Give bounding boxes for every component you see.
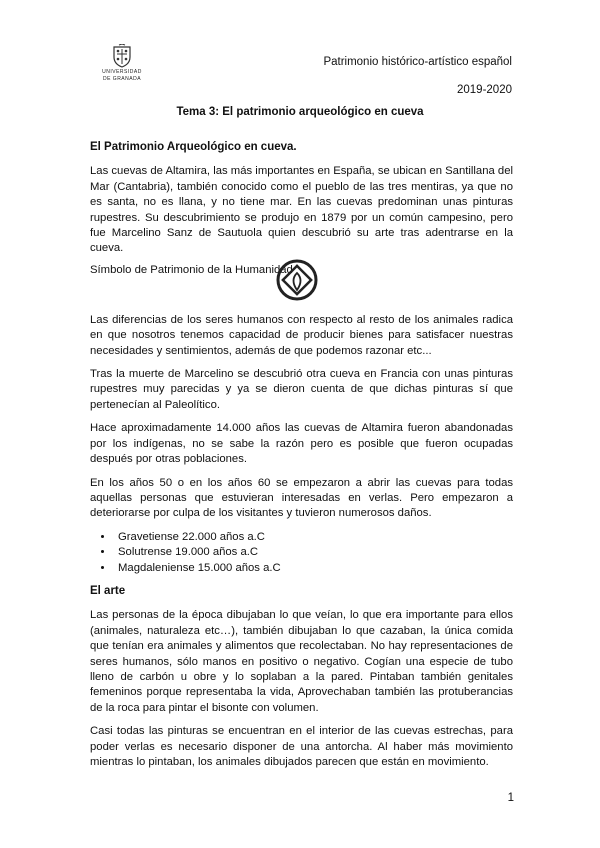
section-heading: El Patrimonio Arqueológico en cueva. <box>90 141 297 153</box>
paragraph: Hace aproximadamente 14.000 años las cuevas de Altamira fueron abandonadas por los indígenas, no se sabe la razón pero es posible que fueron ocupadas después por otras poblaciones. <box>90 422 513 466</box>
university-crest-icon <box>100 44 144 68</box>
page-number: 1 <box>507 792 514 804</box>
university-logo <box>100 44 144 82</box>
heritage-symbol-row <box>90 263 513 307</box>
document-title: Tema 3: El patrimonio arqueológico en cueva <box>176 106 424 118</box>
paragraph: Las personas de la época dibujaban lo que veían, lo que era importante para ellos (animales, naturaleza etc…), también dibujaban lo que cazaban, la única comida que tenían era animales y alimentos que recolectaban. No hay representaciones de seres humanos, sólo manos en positivo o negativo. Cogían una especie de tubo lleno de carbón u obre y lo soplaban a la pared. Pintaban también genitales femeninos porque representaba la vida, Aprovechaban también las protuberancias de la roca para pintar el bisonte con volumen. <box>90 609 513 714</box>
period-list <box>90 530 513 576</box>
header-year: 2019-2020 <box>457 84 512 96</box>
paragraph: En los años 50 o en los años 60 se empezaron a abrir las cuevas para todas aquellas personas que estuvieran interesadas en verlas. Pero empezaron a deteriorarse por culpa de los visitantes y tuvieron numerosos daños. <box>90 476 513 520</box>
logo-line-1: UNIVERSIDAD <box>102 69 142 75</box>
logo-line-2: DE GRANADA <box>102 76 142 82</box>
paragraph: Tras la muerte de Marcelino se descubrió otra cueva en Francia con unas pinturas rupestres muy parecidas y ya se dieron cuenta de que dichas pinturas sí que pertenecían al Paleolítico. <box>90 368 513 411</box>
paragraph: Las cuevas de Altamira, las más importantes en España, se ubican en Santillana del Mar (Cantabria), también conocido como el pueblo de las tres mentiras, ya que no es santa, no es llana, y no tiene mar. En las cuevas predominan unas pinturas rupestres. Su descubrimiento se produjo en 1879 por un común campesino, pero fue Marcelino Sanz de Sautuola quien descubrió su arte tras adentrarse en la cueva. <box>90 165 513 255</box>
world-heritage-emblem-icon <box>276 259 318 306</box>
section-heading: El arte <box>90 584 126 597</box>
list-item: • Solutrense 19.000 años a.C <box>114 545 513 560</box>
header-subject: Patrimonio histórico-artístico español <box>323 56 512 68</box>
list-item: • Gravetiense 22.000 años a.C <box>114 530 513 545</box>
paragraph: Las diferencias de los seres humanos con respecto al resto de los animales radica en que nosotros tenemos capacidad de producir bienes para satisfacer nuestras necesidades y sentimientos, además de que podemos razonar etc... <box>90 313 513 357</box>
list-item: • Magdaleniense 15.000 años a.C <box>114 561 513 576</box>
heritage-symbol-label: Símbolo de Patrimonio de la Humanidad <box>90 263 293 276</box>
paragraph: Casi todas las pinturas se encuentran en el interior de las cuevas estrechas, para poder verlas es necesario disponer de una antorcha. Al haber más movimiento mientras lo pintaban, los animales dibujados parecen que están en movimiento. <box>90 725 513 768</box>
document-body <box>90 140 513 778</box>
